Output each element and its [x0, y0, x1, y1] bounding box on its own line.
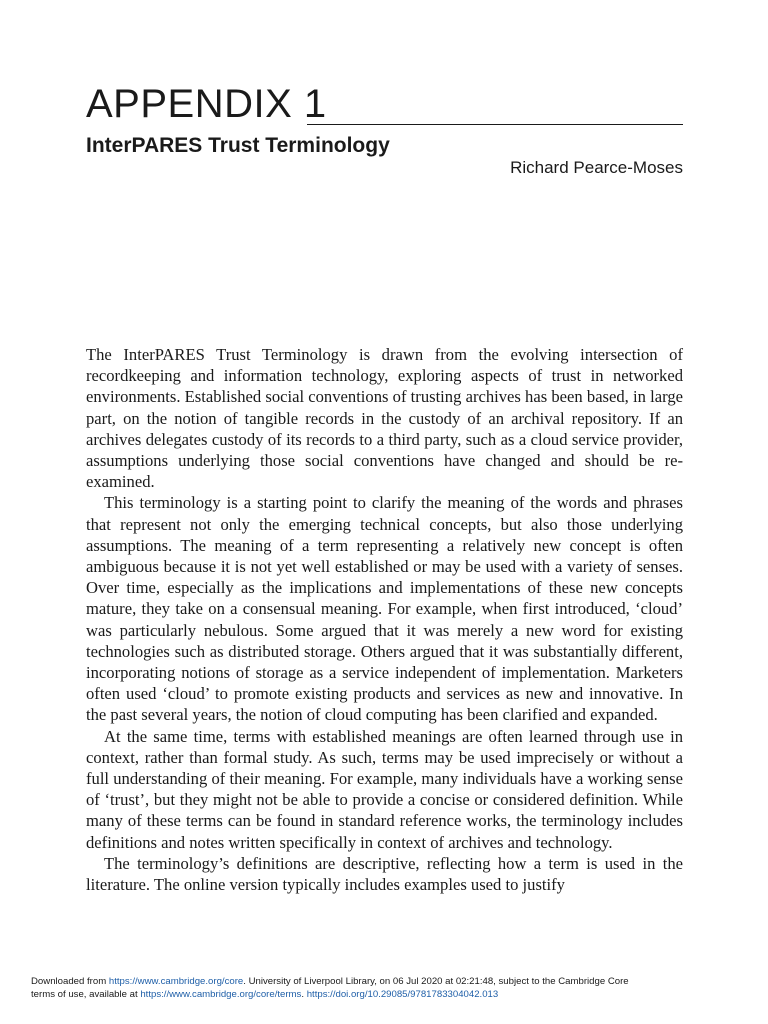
footer-separator: . [301, 989, 307, 1000]
chapter-subtitle: InterPARES Trust Terminology [86, 134, 390, 157]
terms-link[interactable]: https://www.cambridge.org/core/terms [140, 989, 302, 1000]
footer-downloaded-from: Downloaded from [31, 976, 109, 987]
footer-terms-text: terms of use, available at [31, 989, 141, 1000]
title-rule [307, 124, 683, 125]
footer-access-info: . University of Liverpool Library, on 06 Jul 2020 at 02:21:48, subject to the Cambridge Core [243, 976, 629, 987]
core-link[interactable]: https://www.cambridge.org/core [108, 976, 244, 987]
paragraph-1: The InterPARES Trust Terminology is drawn from the evolving intersection of recordkeeping and information technology, exploring aspects of trust in networked environments. Established social conventions of trusting archives has been based, in large part, on the notion of tangible records in the custody of an archival repository. If an archives delegates custody of its records to a third party, such as a cloud service provider, assumptions underlying those social conventions have changed and should be re-examined. [86, 345, 683, 492]
doi-link[interactable]: https://doi.org/10.29085/9781783304042.013 [306, 989, 499, 1000]
body-text [86, 344, 683, 895]
paragraph-4: The terminology’s definitions are descriptive, reflecting how a term is used in the literature. The online version typically includes examples used to justify [86, 853, 683, 895]
download-footer [31, 975, 751, 1001]
author-name: Richard Pearce-Moses [510, 158, 683, 177]
paragraph-2: This terminology is a starting point to clarify the meaning of the words and phrases that represent not only the emerging technical concepts, but also those underlying assumptions. The meaning of a term representing a relatively new concept is often ambiguous because it is not yet well established or may be used with a variety of senses. Over time, especially as the implications and implementations of these new concepts mature, they take on a consensual meaning. For example, when first introduced, ‘cloud’ was particularly nebulous. Some argued that it was merely a new word for existing technologies such as distributed storage. Others argued that it was substantially different, incorporating notions of storage as a service independent of implementation. Marketers often used ‘cloud’ to promote existing products and services as new and innovative. In the past several years, the notion of cloud computing has been clarified and expanded. [86, 493, 683, 725]
appendix-title: APPENDIX 1 [86, 82, 327, 126]
paragraph-3: At the same time, terms with established meanings are often learned through use in context, rather than formal study. As such, terms may be used imprecisely or without a full understanding of their meaning. For example, many individuals have a working sense of ‘trust’, but they might not be able to provide a concise or considered definition. While many of these terms can be found in standard reference works, the terminology includes definitions and notes written specifically in context of archives and technology. [86, 726, 683, 852]
